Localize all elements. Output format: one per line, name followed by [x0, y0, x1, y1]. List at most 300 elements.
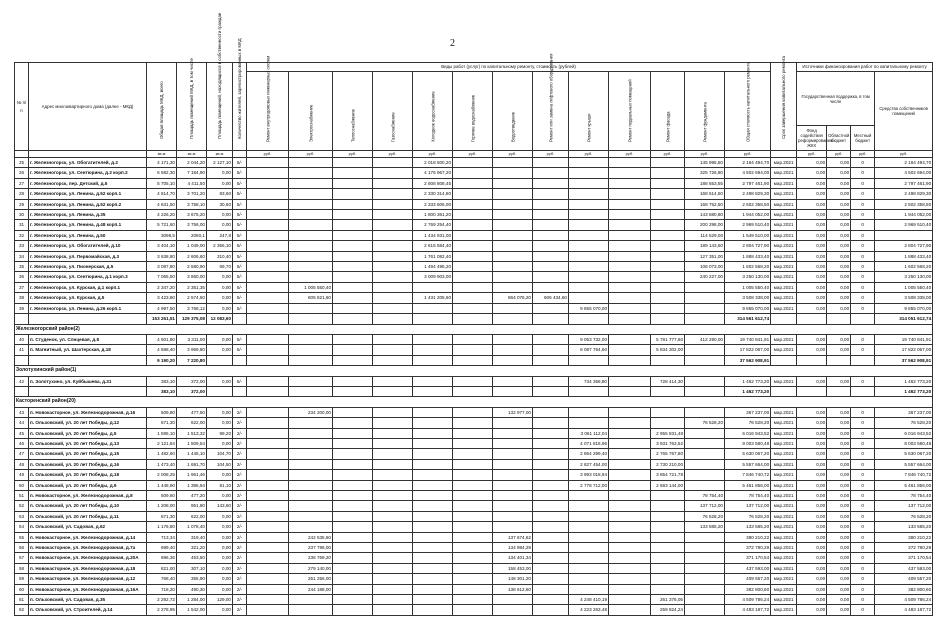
row-work-empty	[333, 314, 373, 324]
row-total-area: 5 721,60	[147, 220, 177, 230]
row-local-budget	[851, 355, 875, 365]
row-fund: 0,00	[797, 251, 827, 261]
row-premises-area: 622,00	[177, 418, 207, 428]
row-work-empty	[453, 272, 493, 282]
row-work-c1	[289, 386, 333, 396]
row-work-empty	[333, 491, 373, 501]
row-work-c2	[413, 480, 453, 490]
row-address: г. Железногорск, ул. Курская, д.5	[29, 293, 147, 303]
row-work-empty	[333, 189, 373, 199]
row-premises-area: 7 220,80	[177, 355, 207, 365]
col-regional-budget-header: Областной бюджет	[827, 126, 851, 151]
row-work-empty	[453, 574, 493, 584]
row-deadline: мар.2021	[771, 220, 797, 230]
table-row	[15, 532, 933, 542]
row-work-c5	[569, 241, 609, 251]
row-regional-budget: 0,00	[827, 584, 851, 594]
row-work-c2	[413, 355, 453, 365]
row-premises-area: 321,20	[177, 543, 207, 553]
row-work-c2: 1 434 931,00	[413, 230, 453, 240]
row-work-c4	[533, 543, 569, 553]
row-work-empty	[453, 241, 493, 251]
row-owners-funds: 1 888 433,40	[875, 251, 933, 261]
row-work-empty	[247, 501, 289, 511]
row-work-c7	[685, 386, 725, 396]
row-total-area: 7 065,50	[147, 272, 177, 282]
row-work-c7	[685, 376, 725, 386]
row-number: 26	[15, 168, 29, 178]
row-fund: 0,00	[797, 574, 827, 584]
row-work-empty	[333, 168, 373, 178]
row-work-empty	[373, 574, 413, 584]
unit-cell: руб.	[289, 151, 333, 158]
row-residents: 5/-	[233, 230, 247, 240]
row-work-empty	[373, 345, 413, 355]
row-work-c4	[533, 563, 569, 573]
table-row	[15, 584, 933, 594]
row-work-empty	[333, 355, 373, 365]
row-residents	[233, 355, 247, 365]
row-work-empty	[373, 605, 413, 615]
row-work-c7	[685, 532, 725, 542]
row-work-empty	[373, 595, 413, 605]
col-foundation-header: Ремонт фундамента	[685, 72, 725, 151]
row-work-tot: 137 712,00	[725, 501, 771, 511]
row-owners-funds: 6 016 943,52	[875, 428, 933, 438]
col-engineering-header: Ремонт внутридомовых инженерных систем	[247, 72, 289, 151]
row-number	[15, 314, 29, 324]
row-regional-budget: 0,00	[827, 262, 851, 272]
row-work-c7	[685, 584, 725, 594]
row-work-empty	[609, 262, 651, 272]
row-total-area: 4 226,20	[147, 210, 177, 220]
row-owners-funds: 437 593,00	[875, 563, 933, 573]
row-number: 60	[15, 584, 29, 594]
row-premises-area: 453,50	[177, 553, 207, 563]
row-work-empty	[373, 480, 413, 490]
row-work-c7	[685, 293, 725, 303]
row-work-empty	[333, 438, 373, 448]
row-address: п. Ольховский, ул. 20 лет Победы, д.11	[29, 511, 147, 521]
row-deadline: мар.2021	[771, 199, 797, 209]
row-work-c3: 864 076,20	[493, 293, 533, 303]
row-premises-area: 129 375,08	[177, 314, 207, 324]
row-residents: 5/-	[233, 334, 247, 344]
row-deadline: мар.2021	[771, 563, 797, 573]
row-owned-area: 0,00	[207, 470, 233, 480]
row-owners-funds: 1 005 550,40	[875, 282, 933, 292]
row-work-empty	[453, 407, 493, 417]
row-regional-budget: 0,00	[827, 574, 851, 584]
row-address: г. Железногорск, ул. Сентюрина, д.1 корп.3	[29, 272, 147, 282]
row-regional-budget: 0,00	[827, 438, 851, 448]
page-number: 2	[450, 38, 455, 49]
row-number: 55	[15, 532, 29, 542]
row-owners-funds: 76 528,20	[875, 511, 933, 521]
row-number: 47	[15, 449, 29, 459]
row-residents: 5/-	[233, 189, 247, 199]
row-deadline: мар.2021	[771, 470, 797, 480]
row-work-c3	[493, 522, 533, 532]
row-work-empty	[333, 199, 373, 209]
row-work-empty	[247, 355, 289, 365]
row-work-tot: 7 846 740,72	[725, 470, 771, 480]
row-local-budget: 0	[851, 158, 875, 168]
row-work-empty	[247, 428, 289, 438]
row-work-c5	[569, 511, 609, 521]
row-number	[15, 386, 29, 396]
row-owned-area: 0,00	[207, 293, 233, 303]
row-number: 48	[15, 459, 29, 469]
row-regional-budget: 0,00	[827, 480, 851, 490]
row-work-tot: 5 630 067,20	[725, 449, 771, 459]
row-total-area: 2 278,95	[147, 605, 177, 615]
row-premises-area: 3 768,12	[177, 303, 207, 313]
unit-cell: руб.	[493, 151, 533, 158]
row-local-budget: 0	[851, 282, 875, 292]
row-work-c7	[685, 605, 725, 615]
table-row	[15, 574, 933, 584]
row-work-empty	[453, 418, 493, 428]
row-number: 37	[15, 282, 29, 292]
row-premises-area: 1 284,00	[177, 595, 207, 605]
row-residents: 2/-	[233, 491, 247, 501]
unit-cell: кв.м	[177, 151, 207, 158]
row-work-empty	[453, 262, 493, 272]
row-work-c6	[651, 230, 685, 240]
row-fund: 0,00	[797, 241, 827, 251]
row-work-tot: 1 005 550,40	[725, 282, 771, 292]
row-work-c4	[533, 595, 569, 605]
row-fund: 0,00	[797, 282, 827, 292]
row-owners-funds: 380 210,22	[875, 532, 933, 542]
row-work-empty	[247, 449, 289, 459]
row-work-c4	[533, 199, 569, 209]
row-regional-budget: 0,00	[827, 532, 851, 542]
row-work-c7	[685, 563, 725, 573]
row-work-c4	[533, 158, 569, 168]
row-owned-area: 69,70	[207, 262, 233, 272]
row-owners-funds: 314 051 612,74	[875, 314, 933, 324]
row-work-c4	[533, 262, 569, 272]
table-row	[15, 418, 933, 428]
row-deadline: мар.2021	[771, 480, 797, 490]
row-fund	[797, 355, 827, 365]
row-work-c6	[651, 282, 685, 292]
row-work-empty	[609, 459, 651, 469]
row-local-budget: 0	[851, 334, 875, 344]
row-number: 36	[15, 272, 29, 282]
row-work-empty	[247, 241, 289, 251]
row-work-c5	[569, 251, 609, 261]
row-owned-area: 0,00	[207, 334, 233, 344]
unit-cell	[15, 151, 29, 158]
row-premises-area: 622,00	[177, 511, 207, 521]
row-work-empty	[373, 532, 413, 542]
row-work-c3: 132 977,00	[493, 407, 533, 417]
row-owners-funds: 1 944 052,00	[875, 210, 933, 220]
row-number: 42	[15, 376, 29, 386]
row-work-c1	[289, 178, 333, 188]
row-owners-funds: 4 509 786,24	[875, 595, 933, 605]
row-work-tot: 372 780,29	[725, 543, 771, 553]
row-work-c7: 189 143,50	[685, 241, 725, 251]
col-sewer-header: Водоотведение	[493, 72, 533, 151]
table-row	[15, 480, 933, 490]
row-work-c2	[413, 511, 453, 521]
row-work-c3	[493, 501, 533, 511]
row-work-c2	[413, 470, 453, 480]
row-work-empty	[333, 262, 373, 272]
row-total-area: 4 688,40	[147, 345, 177, 355]
row-work-empty	[453, 543, 493, 553]
row-work-c6	[651, 532, 685, 542]
row-deadline: мар.2021	[771, 282, 797, 292]
row-total-area: 713,34	[147, 532, 177, 542]
row-deadline: мар.2021	[771, 241, 797, 251]
works-group-header: Виды работ (услуг) по капитальному ремонту, стоимость (рублей)	[247, 63, 771, 72]
row-work-c5: 4 223 263,48	[569, 605, 609, 615]
row-work-empty	[373, 282, 413, 292]
row-work-empty	[609, 158, 651, 168]
row-address: г. Железногорск, ул. Сентюрина, д.2 корп.2	[29, 168, 147, 178]
row-deadline: мар.2021	[771, 428, 797, 438]
row-work-empty	[373, 459, 413, 469]
row-local-budget: 0	[851, 210, 875, 220]
row-number: 51	[15, 491, 29, 501]
row-work-c6	[651, 418, 685, 428]
unit-cell: руб.	[373, 151, 413, 158]
row-work-empty	[453, 293, 493, 303]
row-local-budget: 0	[851, 522, 875, 532]
col-total-area-header: Общая площадь МКД, всего	[147, 63, 177, 151]
row-owners-funds: 4 502 694,00	[875, 168, 933, 178]
row-total-area: 1 176,80	[147, 522, 177, 532]
row-number: 43	[15, 407, 29, 417]
row-work-c3: 137 674,62	[493, 532, 533, 542]
row-regional-budget: 0,00	[827, 241, 851, 251]
row-work-empty	[373, 241, 413, 251]
row-work-empty	[247, 491, 289, 501]
row-regional-budget: 0,00	[827, 178, 851, 188]
region-header-row	[15, 324, 933, 334]
row-total-area: 4 501,80	[147, 334, 177, 344]
row-work-empty	[453, 189, 493, 199]
row-work-c4	[533, 230, 569, 240]
row-work-c3	[493, 438, 533, 448]
row-work-empty	[247, 345, 289, 355]
row-regional-budget: 0,00	[827, 511, 851, 521]
row-work-empty	[609, 480, 651, 490]
row-work-c7	[685, 355, 725, 365]
row-owners-funds: 37 562 908,91	[875, 355, 933, 365]
row-residents: 2/-	[233, 428, 247, 438]
row-number: 45	[15, 428, 29, 438]
row-residents: 2/-	[233, 543, 247, 553]
row-deadline: мар.2021	[771, 501, 797, 511]
row-work-c3	[493, 230, 533, 240]
row-work-c4	[533, 480, 569, 490]
row-residents: 5/-	[233, 282, 247, 292]
table-row	[15, 563, 933, 573]
row-work-empty	[333, 303, 373, 313]
row-premises-area: 490,30	[177, 584, 207, 594]
row-address: п. Ольховский, ул. Садовая, д.35	[29, 595, 147, 605]
row-fund: 0,00	[797, 470, 827, 480]
row-deadline: мар.2021	[771, 293, 797, 303]
row-local-budget: 0	[851, 418, 875, 428]
row-premises-area: 1 078,40	[177, 522, 207, 532]
row-fund: 0,00	[797, 262, 827, 272]
row-work-c5	[569, 501, 609, 511]
row-number: 61	[15, 595, 29, 605]
row-total-area: 2 008,25	[147, 470, 177, 480]
row-work-tot: 5 557 664,00	[725, 459, 771, 469]
row-work-empty	[247, 532, 289, 542]
row-work-empty	[453, 438, 493, 448]
row-local-budget: 0	[851, 251, 875, 261]
row-work-c5	[569, 178, 609, 188]
row-work-c2	[413, 563, 453, 573]
row-owned-area: 99,20	[207, 428, 233, 438]
row-work-empty	[453, 334, 493, 344]
row-work-empty	[453, 553, 493, 563]
row-address: п. Новокасторное, ул. Железнодорожная, д.8	[29, 491, 147, 501]
row-number: 28	[15, 189, 29, 199]
table-row	[15, 428, 933, 438]
row-work-c3	[493, 303, 533, 313]
unit-cell: руб.	[851, 151, 875, 158]
row-deadline: мар.2021	[771, 418, 797, 428]
row-work-empty	[609, 574, 651, 584]
row-address: п. Ольховский, ул. 20 лет Победы, д.15	[29, 449, 147, 459]
row-total-area: 3098,5	[147, 230, 177, 240]
row-regional-budget: 0,00	[827, 282, 851, 292]
row-premises-area: 1 509,54	[177, 438, 207, 448]
row-work-c1: 1 005 550,40	[289, 282, 333, 292]
row-work-empty	[453, 386, 493, 396]
row-fund: 0,00	[797, 491, 827, 501]
row-owners-funds: 137 712,00	[875, 501, 933, 511]
row-work-c2	[413, 449, 453, 459]
row-owners-funds: 5 630 067,20	[875, 449, 933, 459]
row-work-c6	[651, 199, 685, 209]
row-work-c6	[651, 501, 685, 511]
row-work-empty	[453, 376, 493, 386]
table-row	[15, 407, 933, 417]
row-residents: 5/-	[233, 178, 247, 188]
row-work-c5	[569, 168, 609, 178]
row-deadline: мар.2021	[771, 595, 797, 605]
row-number: 35	[15, 262, 29, 272]
row-number: 58	[15, 563, 29, 573]
row-work-empty	[333, 158, 373, 168]
row-local-budget: 0	[851, 230, 875, 240]
row-work-c3	[493, 314, 533, 324]
row-work-empty	[373, 314, 413, 324]
row-work-c3: 148 301,20	[493, 574, 533, 584]
row-residents: 2/-	[233, 574, 247, 584]
row-work-c1: 261 256,00	[289, 574, 333, 584]
col-lift-header: Ремонт или замена лифтового оборудования	[533, 72, 569, 151]
row-number: 62	[15, 605, 29, 615]
row-work-c5	[569, 282, 609, 292]
row-work-tot: 78 754,40	[725, 491, 771, 501]
row-work-empty	[333, 532, 373, 542]
row-work-c6	[651, 241, 685, 251]
row-residents: 2/-	[233, 595, 247, 605]
row-work-c2	[413, 532, 453, 542]
row-owners-funds: 7 846 740,72	[875, 470, 933, 480]
row-work-empty	[373, 428, 413, 438]
col-owned-area-header: Площадь помещений, находящихся в собственности граждан	[207, 63, 233, 151]
row-owners-funds: 2 969 510,40	[875, 220, 933, 230]
row-work-tot: 19 740 841,91	[725, 334, 771, 344]
row-work-c1	[289, 272, 333, 282]
row-fund	[797, 314, 827, 324]
row-local-budget: 0	[851, 168, 875, 178]
row-number: 57	[15, 553, 29, 563]
table-row	[15, 376, 933, 386]
row-owned-area: 0,00	[207, 605, 233, 615]
row-work-c1	[289, 501, 333, 511]
row-work-empty	[609, 563, 651, 573]
row-regional-budget: 0,00	[827, 230, 851, 240]
row-work-c1	[289, 210, 333, 220]
row-regional-budget: 0,00	[827, 189, 851, 199]
row-work-empty	[609, 428, 651, 438]
row-work-c6	[651, 511, 685, 521]
row-owned-area: 0,00	[207, 511, 233, 521]
row-number: 38	[15, 293, 29, 303]
row-work-c2: 2 769 254,40	[413, 220, 453, 230]
row-work-empty	[373, 407, 413, 417]
row-work-c2	[413, 376, 453, 386]
row-work-c2	[413, 584, 453, 594]
row-work-empty	[247, 522, 289, 532]
row-deadline: мар.2021	[771, 522, 797, 532]
row-premises-area: 3 756,00	[177, 220, 207, 230]
row-work-c5: 2 864 299,40	[569, 449, 609, 459]
row-address: п. Ольховский, ул. 20 лет Победы, д.9	[29, 480, 147, 490]
table-row	[15, 199, 933, 209]
row-fund: 0,00	[797, 449, 827, 459]
row-owners-funds: 3 250 130,00	[875, 272, 933, 282]
row-work-c6	[651, 262, 685, 272]
row-address: п. Ольховский, ул. 20 лет Победы, д.18	[29, 470, 147, 480]
row-total-area: 1 208,00	[147, 501, 177, 511]
row-work-c2	[413, 386, 453, 396]
row-work-c5: 6 087 764,60	[569, 345, 609, 355]
row-work-empty	[247, 334, 289, 344]
row-work-c1	[289, 303, 333, 313]
row-work-c4	[533, 470, 569, 480]
row-work-c7: 145 995,50	[685, 158, 725, 168]
row-work-c5	[569, 272, 609, 282]
row-work-empty	[373, 470, 413, 480]
row-work-c3	[493, 605, 533, 615]
row-work-empty	[247, 584, 289, 594]
row-regional-budget: 0,00	[827, 553, 851, 563]
subtotal-row	[15, 314, 933, 324]
row-regional-budget: 0,00	[827, 407, 851, 417]
row-owned-area: 310,40	[207, 251, 233, 261]
row-work-c1: 244 188,00	[289, 584, 333, 594]
row-deadline	[771, 355, 797, 365]
row-fund: 0,00	[797, 553, 827, 563]
row-owned-area: 30,60	[207, 199, 233, 209]
unit-cell: руб.	[533, 151, 569, 158]
